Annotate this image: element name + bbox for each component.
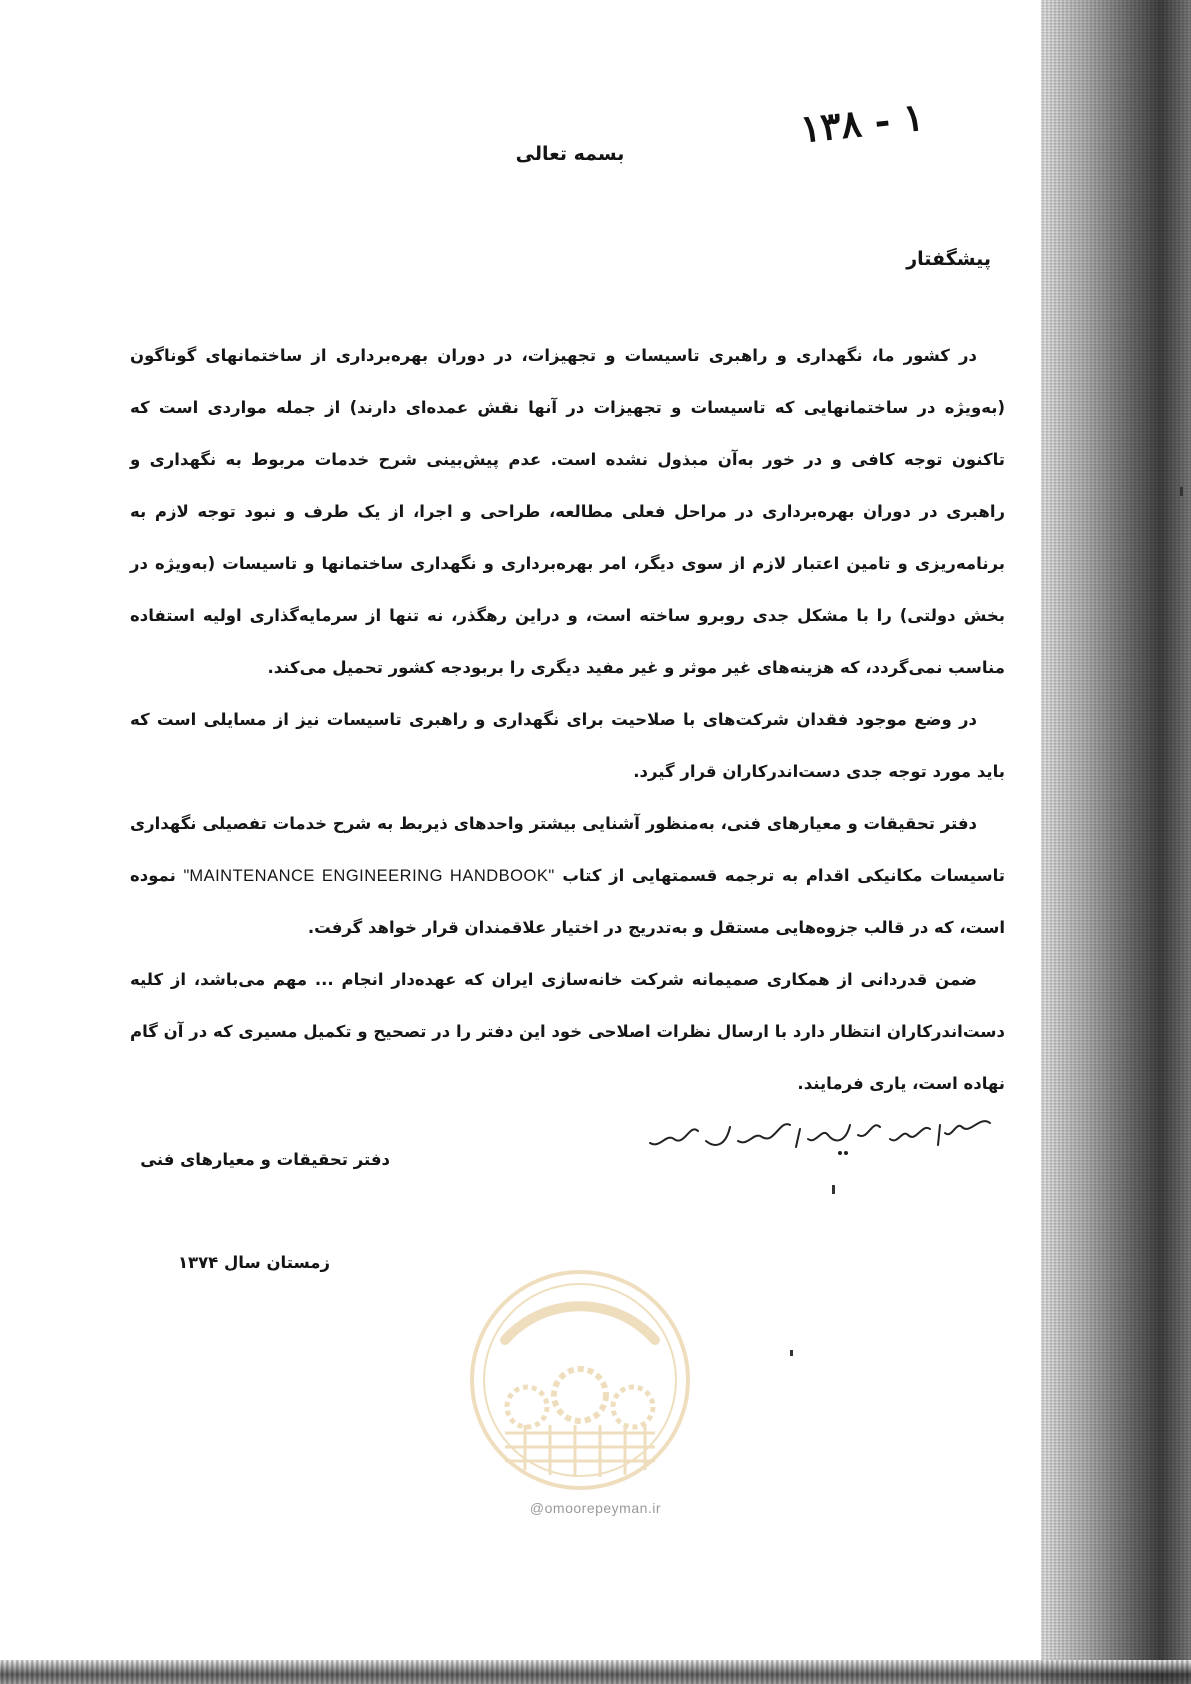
- section-heading: پیشگفتار: [906, 248, 991, 270]
- scan-bottom-noise: [0, 1660, 1191, 1684]
- issue-date: زمستان سال ۱۳۷۴: [177, 1253, 330, 1272]
- paragraph-1: در کشور ما، نگهداری و راهبری تاسیسات و تجهیزات، در دوران بهره‌برداری از ساختمانهای گوناگون (به‌ویژه در ساختمانهایی که تاسیسات و تجهیزات در آنها نقش عمده‌ای دارند) از جمله مواردی است که تاکنون توجه کافی و در خور به‌آن مبذول نشده است. عدم پیش‌بینی شرح خدمات مربوط به نگهداری و راهبری در دوران بهره‌برداری در مراحل فعلی مطالعه، طراحی و اجرا، از یک طرف و نبود توجه لازم به برنامه‌ریزی و تامین اعتبار لازم از سوی دیگر، امر بهره‌برداری و نگهداری ساختمانها و تاسیسات (به‌ویژه در بخش دولتی) را با مشکل جدی روبرو ساخته است، و دراین رهگذر، نه تنها از سرمایه‌گذاری اولیه استفاده مناسب نمی‌گردد، که هزینه‌های غیر موثر و غیر مفید دیگری را بربودجه کشور تحمیل می‌کند.: [130, 346, 1005, 677]
- page-number: ۱۳۸ - ۱: [797, 93, 926, 152]
- scan-speck: [1180, 487, 1183, 496]
- handwritten-signature: [640, 1105, 1000, 1165]
- paragraph-3-before: دفتر تحقیقات و معیارهای فنی، به‌منظور آشنایی بیشتر واحدهای ذیربط به شرح خدمات تفصیلی نگهداری تاسیسات مکانیکی اقدام به ترجمه قسمتهایی از کتاب: [130, 814, 1005, 885]
- emblem-icon: [465, 1265, 695, 1495]
- foreword-body: [130, 330, 1005, 1110]
- watermark-site: @omoorepeyman.ir: [529, 1500, 662, 1516]
- paragraph-3-after: نموده است، که در قالب جزوه‌هایی مستقل و به‌تدریج در اختیار علاقمندان قرار خواهد گرفت.: [130, 866, 1005, 937]
- scan-edge-noise: [1041, 0, 1191, 1684]
- paragraph-2: در وضع موجود فقدان شرکت‌های با صلاحیت برای نگهداری و راهبری تاسیسات نیز از مسایلی است که باید مورد توجه جدی دست‌اندرکاران قرار گیرد.: [130, 710, 1005, 781]
- paragraph-3: [130, 798, 1005, 954]
- signature-icon: [640, 1105, 1000, 1165]
- scan-speck: [790, 1350, 793, 1356]
- book-title: "MAINTENANCE ENGINEERING HANDBOOK": [183, 867, 555, 885]
- paragraph-4: ضمن قدردانی از همکاری صمیمانه شرکت خانه‌سازی ایران که عهده‌دار انجام ... مهم می‌باشد، از کلیه دست‌اندرکاران انتظار دارد با ارسال نظرات اصلاحی خود این دفتر را در تصحیح و تکمیل مسیری که در آن گام نهاده است، یاری فرمایند.: [130, 970, 1005, 1093]
- watermark-logo: [465, 1265, 695, 1495]
- invocation-heading: بسمه تعالی: [515, 143, 625, 165]
- scan-speck: [832, 1185, 835, 1194]
- office-name: دفتر تحقیقات و معیارهای فنی: [140, 1150, 390, 1169]
